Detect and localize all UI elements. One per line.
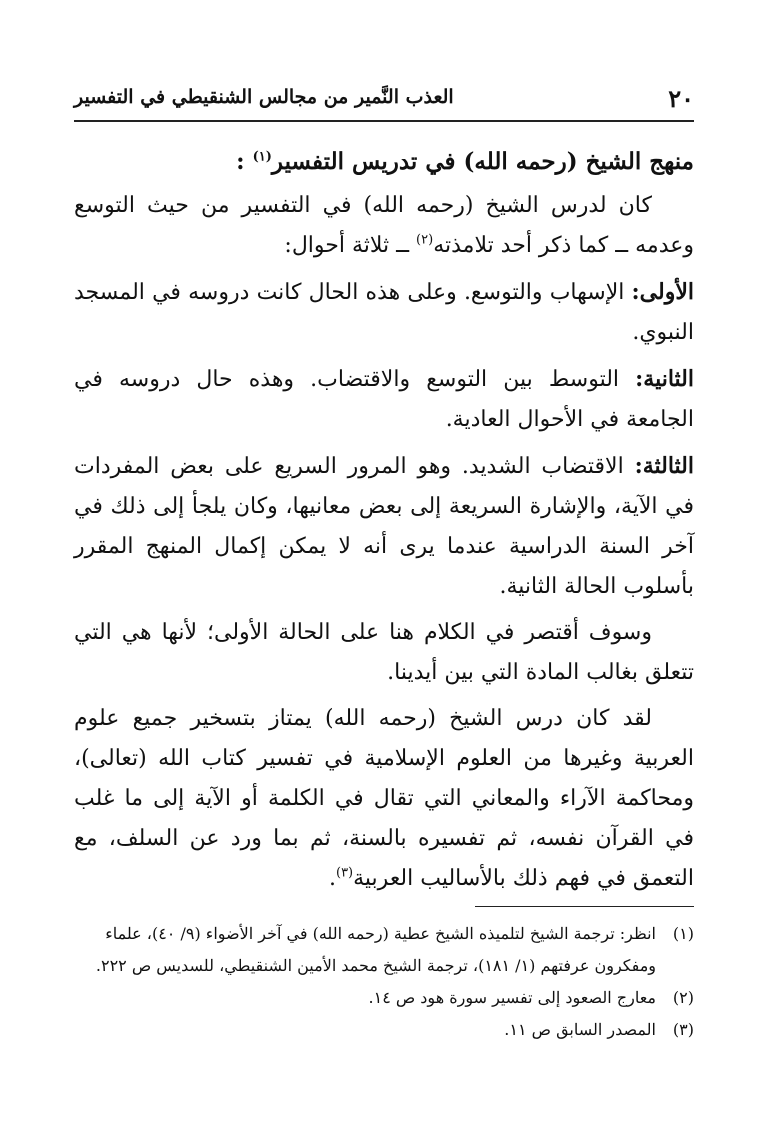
state-third-paragraph [74,446,694,607]
footnote-number: (١) [672,924,694,943]
footnote-text: معارج الصعود إلى تفسير سورة هود ص ١٤. [368,988,656,1007]
footnote-rule [475,906,694,907]
footnotes [74,918,694,1046]
footnote-ref-1: (١) [252,149,272,165]
intro-text-a: كان لدرس الشيخ (رحمه الله) في التفسير من حيث التوسع وعدمه ــ كما ذكر أحد تلامذته [74,193,694,258]
intro-text-b: ــ ثلاثة أحوال: [284,233,410,258]
page-header [74,84,694,118]
header-rule [74,120,694,122]
footnote-number: (٢) [672,988,694,1007]
focus-paragraph: وسوف أقتصر في الكلام هنا على الحالة الأولى؛ لأنها هي التي تتعلق بغالب المادة التي بين أيدينا. [74,620,694,685]
method-paragraph [74,699,694,899]
footnote [74,1014,694,1046]
state-first-term: الأولى: [631,279,694,305]
method-text: لقد كان درس الشيخ (رحمه الله) يمتاز بتسخير جميع علوم العربية وغيرها من العلوم الإسلامية في تفسير كتاب الله (تعالى)، ومحاكمة الآراء والمعاني التي تقال في الكلمة أو الآية إلى ما غلب في القرآن نفسه، ثم تفسيره بالسنة، ثم بما ورد عن السلف، مع التعمق في فهم ذلك بالأساليب العربية [74,706,695,891]
page-number: ٢٠ [668,84,694,113]
main-text [74,142,694,905]
footnote [74,982,694,1014]
heading-colon: : [236,148,245,175]
state-second-text: التوسط بين التوسع والاقتضاب. وهذه حال دروسه في الجامعة في الأحوال العادية. [74,367,694,432]
intro-paragraph [74,186,694,266]
section-heading [74,142,694,182]
heading-text: منهج الشيخ (رحمه الله) في تدريس التفسير [271,148,694,175]
method-end: . [328,866,336,891]
footnote-ref-2: (٢) [416,232,434,248]
footnote-text: انظر: ترجمة الشيخ لتلميذه الشيخ عطية (رحمه الله) في آخر الأضواء (٩/ ٤٠)، علماء ومفكرون عرفتهم (١/ ١٨١)، ترجمة الشيخ محمد الأمين الشنقيطي، للسديس ص ٢٢٢. [95,924,656,975]
running-title: العذب النَّمير من مجالس الشنقيطي في التفسير [74,86,454,108]
state-third-term: الثالثة: [634,453,694,479]
state-second-paragraph [74,359,694,440]
footnote-number: (٣) [672,1020,694,1039]
footnote-text: المصدر السابق ص ١١. [504,1020,656,1039]
state-first-paragraph [74,272,694,353]
state-second-term: الثانية: [635,366,694,392]
state-third-text: الاقتضاب الشديد. وهو المرور السريع على بعض المفردات في الآية، والإشارة السريعة إلى بعض معانيها، وكان يلجأ إلى ذلك في آخر السنة الدراسية عندما يرى أنه لا يمكن إكمال المنهج المقرر بأسلوب الحالة الثانية. [74,454,694,599]
footnote-ref-3: (٣) [335,865,354,881]
state-first-text: الإسهاب والتوسع. وعلى هذه الحال كانت دروسه في المسجد النبوي. [74,280,694,345]
footnote [74,918,694,982]
